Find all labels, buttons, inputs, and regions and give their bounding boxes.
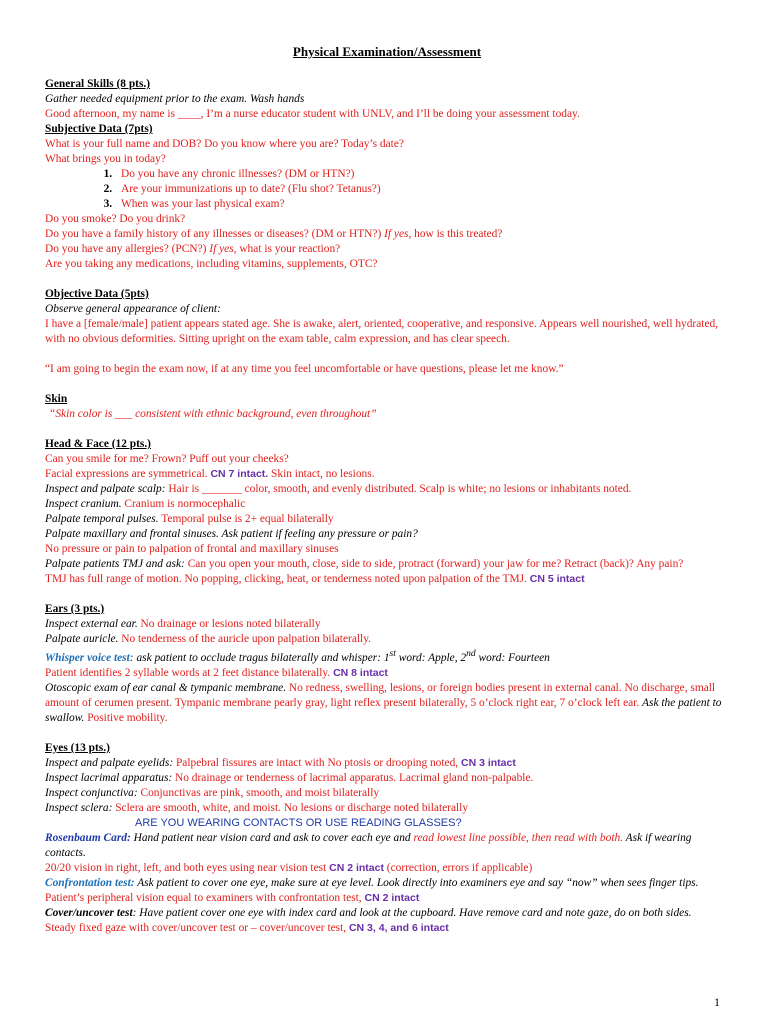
subjective-line-2: What brings you in today? — [45, 153, 166, 165]
list-item: 3. When was your last physical exam? — [115, 197, 729, 212]
head-line-5: Palpate temporal pulses. Temporal pulse is 2+ equal bilaterally — [45, 513, 334, 525]
eyes-line-11: Steady fixed gaze with cover/uncover test or – cover/uncover test, CN 3, 4, and 6 intact — [45, 921, 449, 934]
eyes-line-9: Patient’s peripheral vision equal to examiners with confrontation test, CN 2 intact — [45, 891, 420, 904]
head-line-8: Palpate patients TMJ and ask: Can you open your mouth, close, side to side, protract (forward) your jaw for me? Retract (back)? Any pain? — [45, 558, 684, 570]
skin-heading: Skin — [45, 393, 68, 405]
page-title: Physical Examination/Assessment — [292, 44, 482, 59]
subjective-line-6: Are you taking any medications, including vitamins, supplements, OTC? — [45, 258, 378, 270]
list-item: 1. Do you have any chronic illnesses? (DM or HTN?) — [115, 167, 729, 182]
general-line-2: Good afternoon, my name is ____, I’m a nurse educator student with UNLV, and I’ll be doing your assessment today. — [45, 108, 580, 120]
head-line-4: Inspect cranium. Cranium is normocephalic — [45, 498, 246, 510]
subjective-line-1: What is your full name and DOB? Do you know where you are? Today’s date? — [45, 138, 404, 150]
head-line-3: Inspect and palpate scalp: Hair is _______ color, smooth, and evenly distributed. Scalp is white; no lesions or inhabitants noted. — [45, 483, 632, 495]
head-line-7: No pressure or pain to palpation of frontal and maxillary sinuses — [45, 543, 339, 555]
ears-line-3: Whisper voice test: ask patient to occlude tragus bilaterally and whisper: 1st word: Apple, 2nd word: Fourteen — [45, 649, 550, 664]
eyes-heading: Eyes (13 pts.) — [45, 741, 110, 754]
subjective-line-4: Do you have a family history of any illnesses or diseases? (DM or HTN?) If yes, how is this treated? — [45, 228, 503, 240]
document-page — [45, 44, 729, 936]
ears-line-2: Palpate auricle. No tenderness of the auricle upon palpation bilaterally. — [45, 633, 372, 645]
skin-line-1: “Skin color is ___ consistent with ethnic background, even throughout” — [49, 408, 377, 420]
eyes-line-4: Inspect sclera: Sclera are smooth, white, and moist. No lesions or discharge noted bilaterally — [45, 801, 469, 814]
eyes-contacts-question: ARE YOU WEARING CONTACTS OR USE READING GLASSES? — [135, 816, 462, 829]
head-line-1: Can you smile for me? Frown? Puff out your cheeks? — [45, 453, 289, 465]
eyes-line-1: Inspect and palpate eyelids: Palpebral fissures are intact with No ptosis or drooping noted, CN 3 intact — [45, 756, 516, 769]
head-face-heading: Head & Face (12 pts.) — [45, 438, 151, 450]
head-line-6: Palpate maxillary and frontal sinuses. Ask patient if feeling any pressure or pain? — [45, 528, 418, 540]
subjective-list — [45, 167, 729, 212]
ears-heading: Ears (3 pts.) — [45, 603, 105, 615]
general-line-1: Gather needed equipment prior to the exam. Wash hands — [45, 93, 305, 105]
objective-line-2: I have a [female/male] patient appears stated age. She is awake, alert, oriented, cooperative, and responsive. Appears well nourished, well hydrated, with no obvious deformities. Sitting upright on the exam table, calm expression, and has clear speech. — [45, 318, 719, 345]
objective-line-3: “I am going to begin the exam now, if at any time you feel uncomfortable or have questions, please let me know.” — [45, 363, 564, 375]
ears-line-5: Otoscopic exam of ear canal & tympanic membrane. No redness, swelling, lesions, or foreign bodies present in external canal. No discharge, small amount of cerumen present. Tympanic membrane pearly gray, light reflex present bilaterally, 5 o’clock right ear, 7 o’clock left ear. Ask the patient to swallow. Positive mobility. — [45, 681, 722, 724]
eyes-line-6: Rosenbaum Card: Hand patient near vision card and ask to cover each eye and read lowest line possible, then read with both. Ask if wearing contacts. — [45, 831, 692, 859]
eyes-line-8: Confrontation test: Ask patient to cover one eye, make sure at eye level. Look directly into examiners eye and say “now” when sees finger tips. — [45, 876, 699, 889]
ears-line-4: Patient identifies 2 syllable words at 2 feet distance bilaterally. CN 8 intact — [45, 666, 388, 679]
objective-heading: Objective Data (5pts) — [45, 288, 149, 300]
eyes-line-10: Cover/uncover test: Have patient cover one eye with index card and look at the cupboard. Have remove card and note gaze, do on both sides. — [45, 906, 692, 919]
subjective-heading: Subjective Data (7pts) — [45, 123, 153, 135]
eyes-line-2: Inspect lacrimal apparatus: No drainage or tenderness of lacrimal apparatus. Lacrimal gland non-palpable. — [45, 771, 534, 784]
general-skills-heading: General Skills (8 pts.) — [45, 78, 151, 90]
list-item: 2. Are your immunizations up to date? (Flu shot? Tetanus?) — [115, 182, 729, 197]
head-line-9: TMJ has full range of motion. No popping, clicking, heat, or tenderness noted upon palpation of the TMJ. CN 5 intact — [45, 573, 585, 585]
subjective-line-3: Do you smoke? Do you drink? — [45, 213, 186, 225]
subjective-line-5: Do you have any allergies? (PCN?) If yes, what is your reaction? — [45, 243, 341, 255]
head-line-2: Facial expressions are symmetrical. CN 7 intact. Skin intact, no lesions. — [45, 468, 375, 480]
page-number: 1 — [714, 995, 720, 1009]
objective-line-1: Observe general appearance of client: — [45, 303, 221, 315]
eyes-line-7: 20/20 vision in right, left, and both eyes using near vision test CN 2 intact (correction, errors if applicable) — [45, 861, 533, 874]
eyes-line-3: Inspect conjunctiva: Conjunctivas are pink, smooth, and moist bilaterally — [45, 786, 380, 799]
ears-line-1: Inspect external ear. No drainage or lesions noted bilaterally — [45, 618, 321, 630]
